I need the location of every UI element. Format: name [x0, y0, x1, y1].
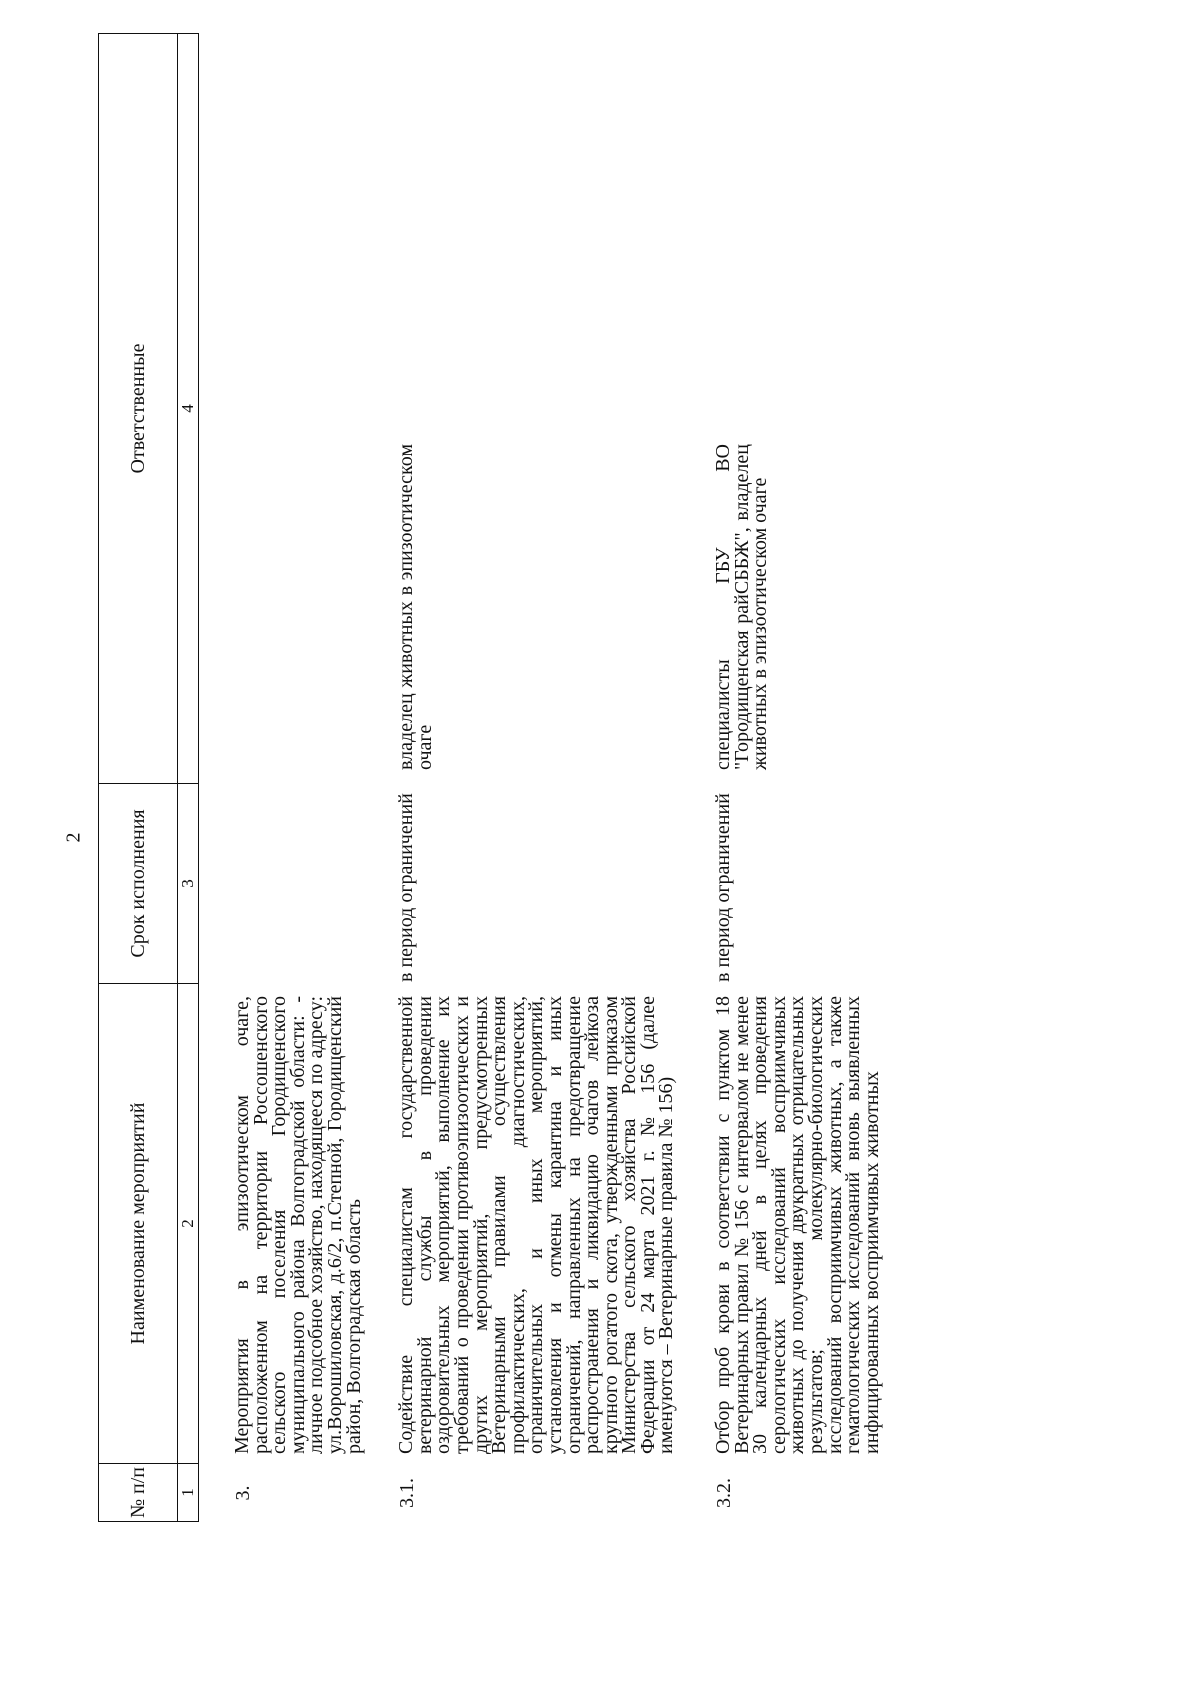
row-number: 3.	[232, 1485, 254, 1501]
table-row	[397, 34, 676, 1522]
table-row	[233, 34, 363, 1522]
row-name: Отбор проб крови в соответствии с пунктом 18 Ветеринарных правил № 156 с интервалом не менее 30 календарных дней в целях проведения серологических исследований восприимчивых животных до получения двукратных отрицательных результатов; молекулярно-биологических исследований восприимчивых животных, а также гематологических исследований вновь выявленных инфицированных восприимчивых животных	[712, 996, 883, 1454]
table-body	[199, 34, 881, 1522]
header-table	[98, 33, 199, 1522]
row-number: 3.2.	[713, 1478, 736, 1508]
col-number-4: 4	[178, 34, 199, 784]
header-term: Срок исполнения	[99, 784, 178, 984]
table-row	[714, 34, 881, 1522]
row-term: в период ограничений	[395, 793, 418, 982]
row-name: Мероприятия в эпизоотическом очаге, расположенном на территории Россошенского сельского поселения Городищенского муниципального района Волгоградской области: - личное подсобное хозяйство, находящееся по адресу: ул.Ворошиловская, д.6/2, п.Степной, Городищенский район, Волгоградская область	[231, 996, 365, 1454]
header-name: Наименование мероприятий	[99, 984, 178, 1464]
col-number-3: 3	[178, 784, 199, 984]
row-name: Содействие специалистам государственной ветеринарной службы в проведении оздоровительных мероприятий, выполнение их требований о проведении противоэпизоотических и других мероприятий, предусмотренных Ветеринарными правилами осуществления профилактических, диагностических, ограничительных и иных мероприятий, установления и отмены карантина и иных ограничений, направленных на предотвращение распространения и ликвидацию очагов лейкоза крупного рогатого скота, утвержденными приказом Министерства сельского хозяйства Российской Федерации от 24 марта 2021 г. № 156 (далее именуются – Ветеринарные правила № 156)	[395, 996, 678, 1454]
header-num: № п/п	[99, 1464, 178, 1522]
row-responsible: специалисты ГБУ ВО "Городищенская райСББЖ", владелец животных в эпизоотическом очаге	[712, 444, 772, 770]
column-number-row	[178, 34, 199, 1522]
row-responsible: владелец животных в эпизоотическом очаге	[395, 444, 436, 770]
header-responsible: Ответственные	[99, 34, 178, 784]
rotated-page-content	[98, 34, 1118, 1522]
page-number: 2	[62, 832, 85, 843]
col-number-2: 2	[178, 984, 199, 1464]
row-number: 3.1.	[396, 1478, 419, 1508]
row-term: в период ограничений	[712, 793, 735, 982]
col-number-1: 1	[178, 1464, 199, 1522]
header-row	[99, 34, 178, 1522]
